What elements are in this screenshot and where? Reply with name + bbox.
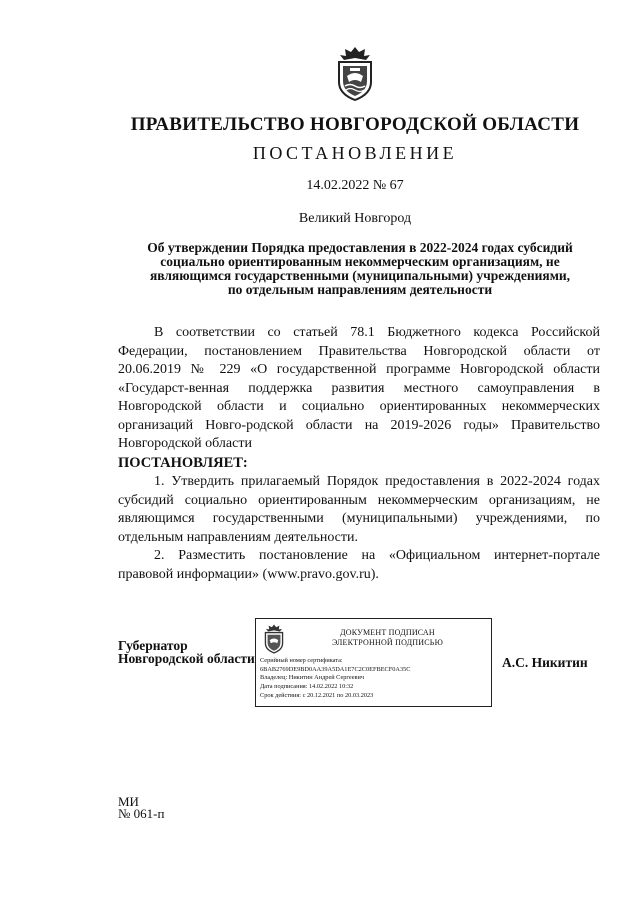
coat-of-arms-emblem [333, 46, 377, 102]
stamp-title: ДОКУМЕНТ ПОДПИСАН [340, 628, 435, 637]
certificate-details [260, 657, 410, 701]
signer-name: А.С. Никитин [502, 655, 588, 670]
preamble-paragraph: В соответствии со статьей 78.1 Бюджетного кодекса Российской Федерации, постановлением Правительства Новгородской области от 20.06.2019 № 229 «О государственной программе Новгородской области «Государст-венная поддержка развития местного самоуправления в Новгородской области и социально ориентированных некоммерческих организаций Новго-родской области на 2019-2026 годы» Правительство Новгородской области [118, 325, 600, 451]
document-city: Великий Новгород [298, 211, 412, 226]
footer-reference [118, 796, 164, 820]
stamp-heading [290, 628, 485, 648]
document-date-number: 14.02.2022 № 67 [306, 178, 404, 193]
document-body [118, 324, 600, 584]
decree-item-1: 1. Утвердить прилагаемый Порядок предоставления в 2022-2024 годах субсидий социально ориентированным некоммерческим организациям, не являющимся государственными (муниципальными) учреждениями, по отдельным направлениям деятельности. [118, 474, 600, 545]
decree-word: ПОСТАНОВЛЯЕТ: [118, 454, 248, 471]
coat-of-arms-small-icon [262, 624, 286, 654]
cert-owner: Владелец: Никитин Андрей Сергеевич [260, 674, 365, 682]
subject-line: Об утверждении Порядка предоставления в 2022-2024 годах субсидий [147, 240, 573, 255]
signed-date: Дата подписания: 14.02.2022 10:32 [260, 683, 354, 691]
cert-number: 6BAB2769DE9BD0AA39A5DA1E7C2C0EFBECF0A35C [260, 665, 411, 673]
cert-validity: Срок действия: с 20.12.2021 по 20.03.2023 [260, 691, 374, 699]
government-title: ПРАВИТЕЛЬСТВО НОВГОРОДСКОЙ ОБЛАСТИ [130, 114, 580, 135]
subject-line: социально ориентированным некоммерческим организациям, не [160, 254, 560, 269]
signer-position [118, 639, 255, 665]
document-subject [120, 241, 600, 297]
document-code: № 061-п [118, 806, 165, 821]
author-initials: МИ [118, 794, 139, 809]
electronic-signature-stamp [255, 618, 492, 707]
cert-label: Серийный номер сертификата: [260, 657, 343, 664]
decree-item-2: 2. Разместить постановление на «Официальном интернет-портале правовой информации» (www.pravo.gov.ru). [118, 548, 600, 582]
position-line: Губернатор [118, 638, 188, 653]
stamp-subtitle: ЭЛЕКТРОННОЙ ПОДПИСЬЮ [331, 638, 444, 647]
position-line: Новгородской области [118, 651, 255, 666]
subject-line: являющимся государственными (муниципальными) учреждениями, [149, 268, 571, 283]
document-type: ПОСТАНОВЛЕНИЕ [252, 143, 458, 163]
subject-line: по отдельным направлениям деятельности [227, 282, 493, 297]
